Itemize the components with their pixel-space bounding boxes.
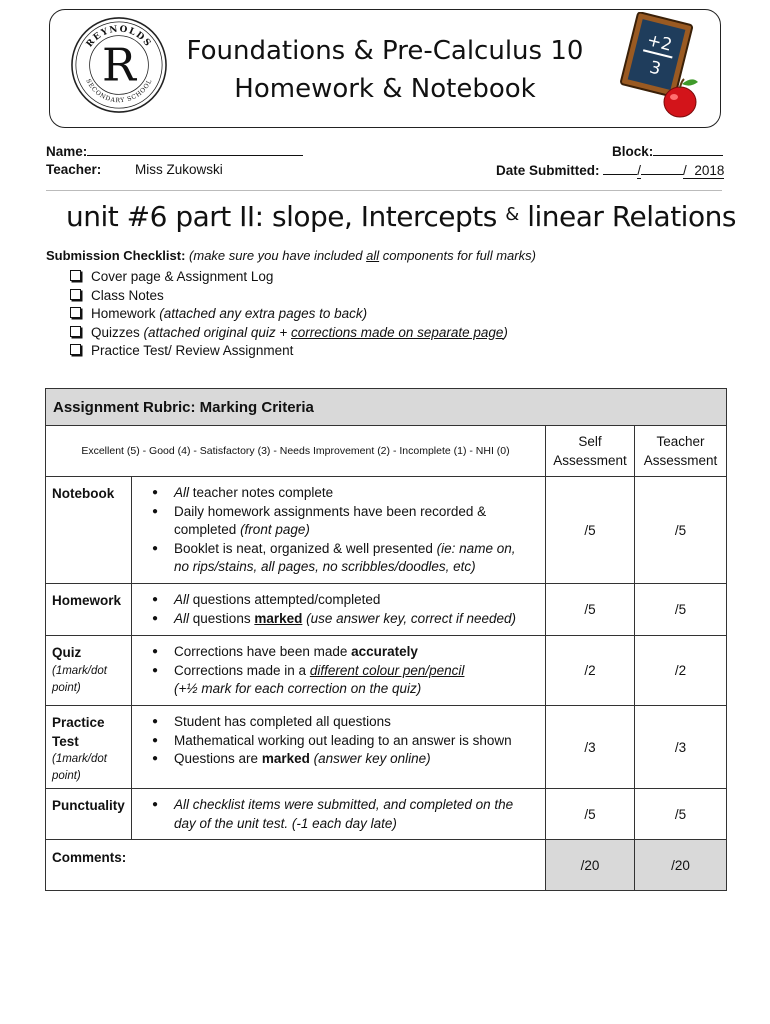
school-logo xyxy=(70,16,168,114)
self-score-homework[interactable]: /5 xyxy=(546,584,635,636)
rubric-table xyxy=(45,388,727,891)
rubric-row-punctuality xyxy=(46,789,727,840)
self-score-notebook[interactable]: /5 xyxy=(546,477,635,584)
checklist-heading-post: components for full marks) xyxy=(382,248,536,263)
criterion-practice-sub: (1mark/dot point) xyxy=(52,753,107,782)
checklist-heading xyxy=(46,248,536,263)
date-separator-2: / xyxy=(683,163,687,178)
teacher-score-homework[interactable]: /5 xyxy=(635,584,727,636)
criterion-bullet: ● Corrections made in a different colour pen/pencil (+½ mark for each correction on the quiz) xyxy=(152,662,535,699)
self-score-practice-test[interactable]: /3 xyxy=(546,706,635,789)
checkbox-icon[interactable] xyxy=(70,289,81,300)
criterion-description xyxy=(132,584,546,636)
checklist-item-label: Class Notes xyxy=(91,287,164,303)
teacher-score-notebook[interactable]: /5 xyxy=(635,477,727,584)
criterion-homework: Homework xyxy=(46,584,132,636)
unit-title-main: unit #6 part II: slope, Intercepts xyxy=(66,200,497,233)
unit-title xyxy=(66,200,746,233)
teacher-score-punctuality[interactable]: /5 xyxy=(635,789,727,840)
criterion-practice-test xyxy=(46,706,132,789)
criterion-bullet: ● All checklist items were submitted, and completed on the day of the unit test. (-1 each day late) xyxy=(152,796,535,833)
teacher-total[interactable]: /20 xyxy=(635,840,727,891)
date-year: 2018 xyxy=(694,163,725,178)
criterion-bullet: ● All teacher notes complete xyxy=(152,484,535,503)
criterion-practice-label-1: Practice xyxy=(52,715,105,730)
date-field[interactable] xyxy=(496,162,724,178)
comments-field[interactable]: Comments: xyxy=(46,840,546,891)
criterion-description xyxy=(132,636,546,706)
criterion-bullet: ● All questions attempted/completed xyxy=(152,591,535,610)
criterion-notebook: Notebook xyxy=(46,477,132,584)
checklist-item[interactable] xyxy=(70,305,508,324)
chalkboard-apple-icon xyxy=(618,12,704,122)
criterion-bullet: ● All questions marked (use answer key, correct if needed) xyxy=(152,610,535,629)
logo-top-text: REYNOLDS xyxy=(84,24,154,50)
checklist-item-note: (attached any extra pages to back) xyxy=(159,306,368,321)
teacher-score-practice-test[interactable]: /3 xyxy=(635,706,727,789)
rubric-row-comments xyxy=(46,840,727,891)
criterion-bullet: ● Student has completed all questions xyxy=(152,713,535,732)
teacher-assessment-header-2: Assessment xyxy=(643,453,718,468)
criterion-description xyxy=(132,706,546,789)
title-line-2: Homework & Notebook xyxy=(234,74,536,104)
checklist-item[interactable] xyxy=(70,268,508,287)
unit-title-end: linear Relations xyxy=(527,200,736,233)
checklist-item-note-underlined: corrections made on separate page xyxy=(291,324,504,340)
criterion-practice-label-2: Test xyxy=(52,733,79,749)
submission-checklist xyxy=(70,268,508,361)
checklist-item-label: Homework xyxy=(91,306,156,321)
checkbox-icon[interactable] xyxy=(70,270,81,281)
name-label: Name: xyxy=(46,144,88,159)
criterion-quiz-sub: (1mark/dot point) xyxy=(52,664,107,694)
criterion-bullet: ● Questions are marked (answer key online) xyxy=(152,750,535,769)
checklist-heading-underlined: all xyxy=(366,248,380,263)
teacher-assessment-header-1: Teacher xyxy=(656,434,705,449)
checkbox-icon[interactable] xyxy=(70,307,81,318)
criterion-bullet: ● Daily homework assignments have been recorded & completed (front page) xyxy=(152,503,535,540)
criterion-punctuality: Punctuality xyxy=(46,789,132,840)
divider xyxy=(46,190,722,191)
block-label: Block: xyxy=(612,144,654,159)
checklist-item-label: Practice Test/ Review Assignment xyxy=(91,343,294,358)
checklist-item-label: Quizzes xyxy=(91,324,140,340)
date-label: Date Submitted: xyxy=(496,163,600,178)
criterion-quiz xyxy=(46,636,132,706)
self-assessment-header-2: Assessment xyxy=(553,453,627,468)
logo-bottom-text: SECONDARY SCHOOL xyxy=(84,77,154,105)
block-field[interactable] xyxy=(612,143,723,159)
date-day-blank[interactable] xyxy=(641,162,683,175)
teacher-value: Miss Zukowski xyxy=(135,162,223,177)
name-field[interactable] xyxy=(46,143,303,159)
date-month-blank[interactable] xyxy=(603,162,637,175)
checklist-item[interactable] xyxy=(70,324,508,343)
page-title xyxy=(180,32,590,108)
self-score-punctuality[interactable]: /5 xyxy=(546,789,635,840)
criterion-description xyxy=(132,789,546,840)
teacher-score-quiz[interactable]: /2 xyxy=(635,636,727,706)
checklist-heading-bold: Submission Checklist: xyxy=(46,248,186,263)
self-assessment-header xyxy=(546,426,635,477)
criterion-bullet: ● Mathematical working out leading to an answer is shown xyxy=(152,732,535,751)
self-score-quiz[interactable]: /2 xyxy=(546,636,635,706)
checklist-item-label: Cover page & Assignment Log xyxy=(91,269,274,284)
teacher-field xyxy=(46,162,223,177)
name-blank[interactable] xyxy=(87,143,303,156)
checklist-item-note-end: ) xyxy=(503,324,508,340)
rubric-scale: Excellent (5) - Good (4) - Satisfactory (3) - Needs Improvement (2) - Incomplete (1) - NHI (0) xyxy=(46,426,546,477)
criterion-description xyxy=(132,477,546,584)
rubric-row-homework xyxy=(46,584,727,636)
chalk-text-2: 3 xyxy=(647,57,663,80)
checklist-item-note: (attached original quiz + xyxy=(143,324,288,340)
teacher-label: Teacher: xyxy=(46,162,102,177)
rubric-title: Assignment Rubric: Marking Criteria xyxy=(46,389,727,426)
criterion-quiz-label: Quiz xyxy=(52,645,82,660)
unit-title-amp: & xyxy=(505,204,519,225)
criterion-bullet: ● Corrections have been made accurately xyxy=(152,643,535,662)
rubric-row-notebook xyxy=(46,477,727,584)
block-blank[interactable] xyxy=(653,143,723,156)
checklist-heading-pre: (make sure you have included xyxy=(189,248,363,263)
title-line-1: Foundations & Pre-Calculus 10 xyxy=(186,36,584,66)
checkbox-icon[interactable] xyxy=(70,344,81,355)
criterion-bullet: ● Booklet is neat, organized & well presented (ie: name on, no rips/stains, all pages, no scribbles/doodles, etc) xyxy=(152,540,535,577)
date-separator-1: / xyxy=(637,163,642,178)
teacher-assessment-header xyxy=(635,426,727,477)
rubric-row-quiz xyxy=(46,636,727,706)
checklist-item[interactable] xyxy=(70,342,508,361)
self-total[interactable]: /20 xyxy=(546,840,635,891)
logo-initial: R xyxy=(102,38,136,92)
checklist-item[interactable] xyxy=(70,287,508,306)
rubric-row-practice-test xyxy=(46,706,727,789)
checkbox-icon[interactable] xyxy=(70,326,81,337)
chalk-text-1: +2 xyxy=(644,30,675,56)
self-assessment-header-1: Self xyxy=(578,434,602,449)
